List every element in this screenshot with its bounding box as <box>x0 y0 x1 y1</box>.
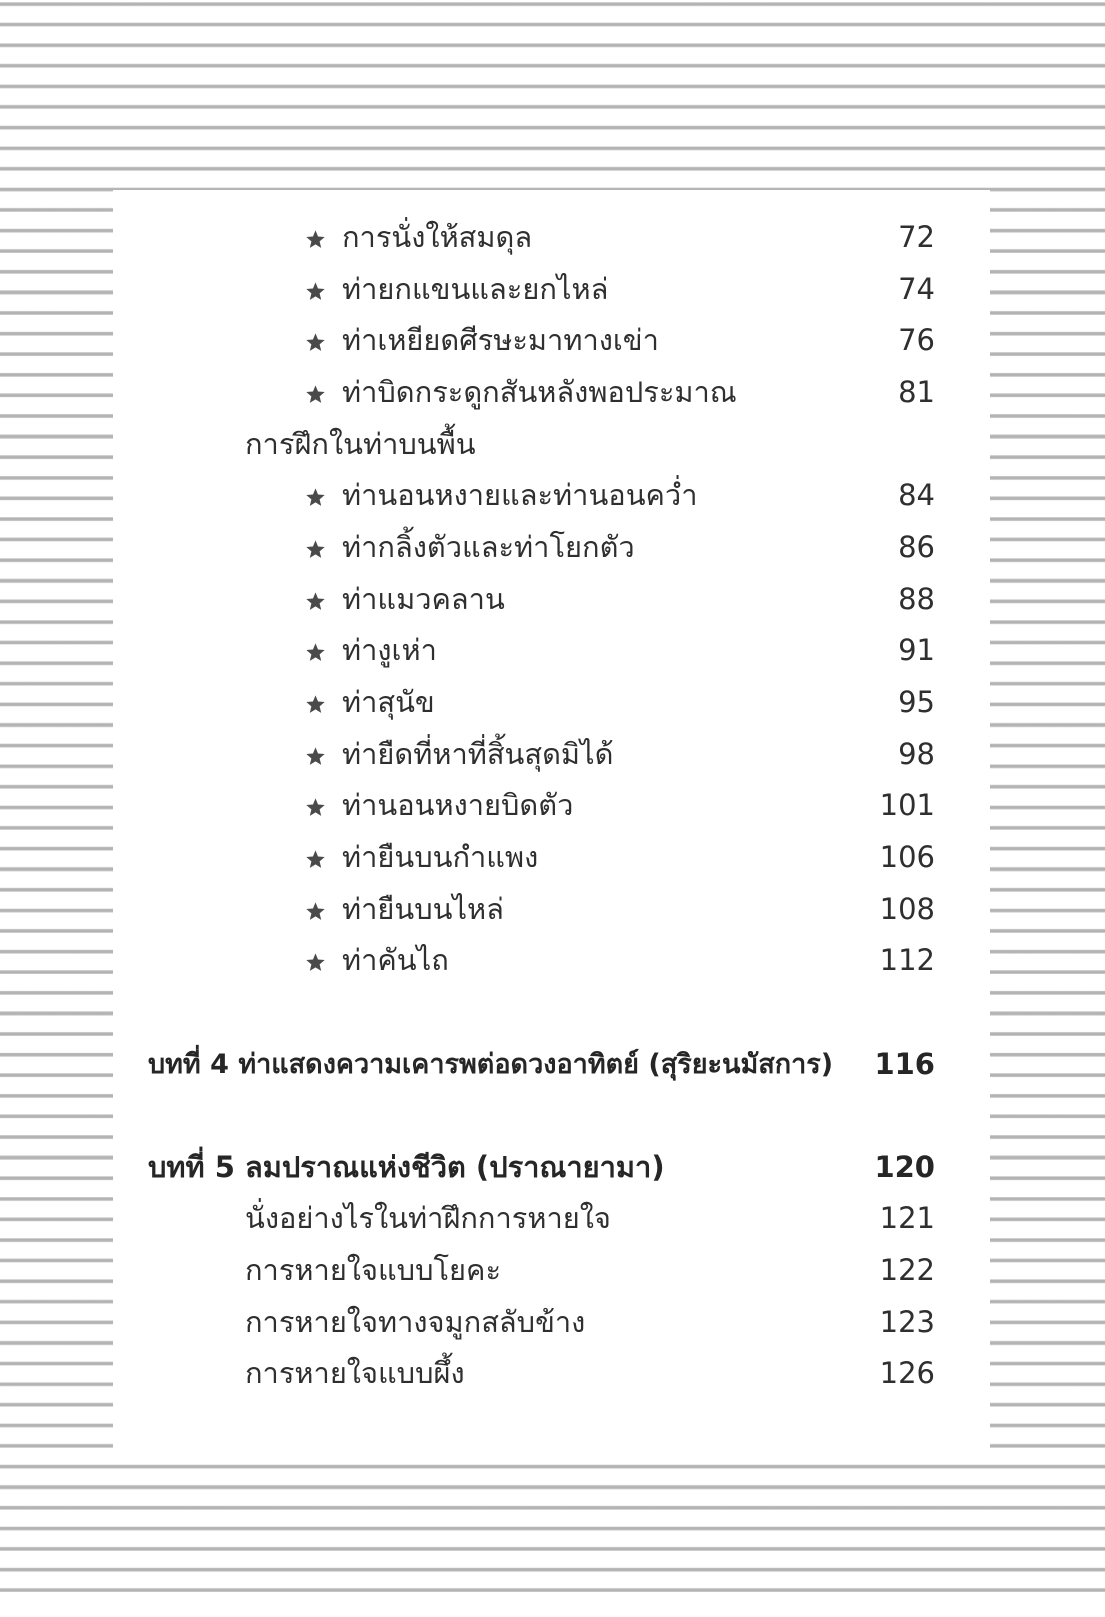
section-heading: การฝึกในท่าบนพื้น <box>245 426 476 461</box>
star-icon <box>305 487 326 508</box>
toc-page-number: 122 <box>879 1253 935 1288</box>
toc-page-number: 101 <box>879 788 935 823</box>
toc-row <box>148 884 935 936</box>
toc-page-number: 95 <box>898 684 935 719</box>
toc-page-number: 88 <box>898 581 935 616</box>
toc-page-number: 86 <box>898 529 935 564</box>
star-icon <box>305 952 326 973</box>
toc-entry-title: ท่ายืนบนกำแพง <box>342 839 539 874</box>
toc-row <box>148 264 935 316</box>
star-icon <box>305 281 326 302</box>
toc-entry-title: ท่านอนหงายบิดตัว <box>342 788 574 823</box>
toc-row <box>148 1193 935 1245</box>
toc-entry-title: การหายใจแบบโยคะ <box>245 1253 502 1288</box>
chapter-row <box>148 1039 935 1091</box>
chapter-heading: บทที่ 5 ลมปราณแห่งชีวิต (ปราณายามา) <box>148 1149 665 1184</box>
chapter-row <box>148 1142 935 1194</box>
star-icon <box>305 797 326 818</box>
toc-row <box>148 1245 935 1297</box>
toc-row <box>148 367 935 419</box>
toc-row <box>148 625 935 677</box>
toc-entry-title: ท่ายกแขนและยกไหล่ <box>342 271 609 306</box>
toc-entry-title: ท่างูเห่า <box>342 633 437 668</box>
star-icon <box>305 694 326 715</box>
toc-row <box>148 574 935 626</box>
toc-entry-title: ท่าคันไถ <box>342 943 449 978</box>
toc-page-number: 106 <box>879 839 935 874</box>
star-icon <box>305 746 326 767</box>
toc-entry-title: ท่าบิดกระดูกสันหลังพอประมาณ <box>342 374 737 409</box>
toc-row <box>148 677 935 729</box>
chapter-heading: บทที่ 4 ท่าแสดงความเคารพต่อดวงอาทิตย์ (สุริยะนมัสการ) <box>148 1048 834 1080</box>
star-icon <box>305 384 326 405</box>
toc-row <box>148 935 935 987</box>
toc-row <box>148 780 935 832</box>
toc-entry-title: ท่ากลิ้งตัวและท่าโยกตัว <box>342 529 635 564</box>
star-icon <box>305 229 326 250</box>
star-icon <box>305 901 326 922</box>
toc-page-number: 74 <box>898 271 935 306</box>
toc-page-number: 120 <box>874 1149 935 1184</box>
toc-row <box>148 1297 935 1349</box>
toc-page-number: 123 <box>879 1304 935 1339</box>
toc-page-number: 126 <box>879 1356 935 1391</box>
toc-page-number: 112 <box>879 943 935 978</box>
toc-entry-title: ท่ายืดที่หาที่สิ้นสุดมิได้ <box>342 736 614 771</box>
star-icon <box>305 591 326 612</box>
toc-page-number: 91 <box>898 633 935 668</box>
toc-page-number: 116 <box>874 1046 935 1081</box>
star-icon <box>305 332 326 353</box>
toc-row <box>148 1348 935 1400</box>
toc-page-number: 81 <box>898 374 935 409</box>
toc-page-number: 121 <box>879 1201 935 1236</box>
toc-row <box>148 212 935 264</box>
star-icon <box>305 539 326 560</box>
toc-entry-title: ท่ายืนบนไหล่ <box>342 891 504 926</box>
toc-row <box>148 470 935 522</box>
table-of-contents <box>148 212 935 1400</box>
toc-page-number: 76 <box>898 323 935 358</box>
toc-row <box>148 315 935 367</box>
toc-entry-title: ท่าสุนัข <box>342 684 435 719</box>
toc-row <box>148 729 935 781</box>
toc-entry-title: การหายใจทางจมูกสลับข้าง <box>245 1304 586 1339</box>
toc-entry-title: ท่าเหยียดศีรษะมาทางเข่า <box>342 323 659 358</box>
toc-row <box>148 522 935 574</box>
toc-page-number: 98 <box>898 736 935 771</box>
toc-row <box>148 832 935 884</box>
toc-page-number: 84 <box>898 478 935 513</box>
toc-entry-title: การหายใจแบบผึ้ง <box>245 1356 465 1391</box>
star-icon <box>305 849 326 870</box>
toc-page-number: 108 <box>879 891 935 926</box>
star-icon <box>305 642 326 663</box>
toc-page-number: 72 <box>898 220 935 254</box>
section-heading-row <box>148 419 935 471</box>
toc-entry-title: การนั่งให้สมดุล <box>342 220 533 254</box>
toc-entry-title: ท่าแมวคลาน <box>342 581 505 616</box>
toc-entry-title: นั่งอย่างไรในท่าฝึกการหายใจ <box>245 1201 611 1236</box>
toc-entry-title: ท่านอนหงายและท่านอนคว่ำ <box>342 478 698 513</box>
